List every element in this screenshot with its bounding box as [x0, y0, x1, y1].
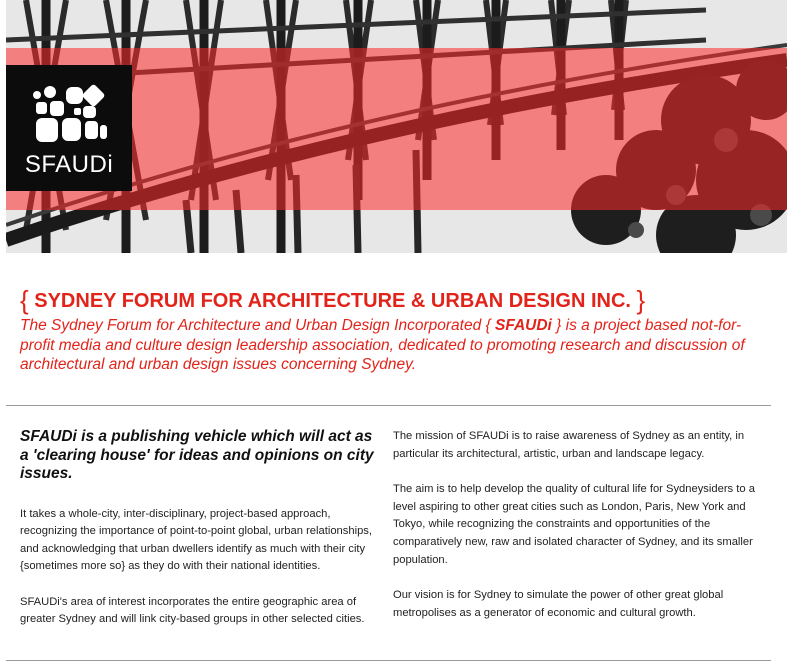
- intro-before: The Sydney Forum for Architecture and Urban Design Incorporated {: [20, 317, 495, 334]
- intro-sfaudi: SFAUDi: [495, 317, 552, 334]
- right-paragraph-aim: The aim is to help develop the quality of cultural life for Sydneysiders to a level aspiring to other great cities such as London, Paris, New York and Tokyo, while recognizing the constraints and opportunities of the comparatively new, raw and isolated character of Sydney, and its smaller population.: [393, 483, 755, 566]
- logo-wordmark: SFAUDi: [24, 151, 114, 178]
- right-paragraph-mission: The mission of SFAUDi is to raise awareness of Sydney as an entity, in particular its architectural, artistic, urban and landscape legacy.: [393, 430, 745, 460]
- right-column: [393, 428, 773, 640]
- sfaudi-logo[interactable]: [6, 65, 132, 191]
- left-lead-heading: SFAUDi is a publishing vehicle which will act as a 'clearing house' for ideas and opinions on city issues.: [20, 428, 374, 482]
- intro-statement: [20, 316, 760, 375]
- page-title: [20, 283, 645, 314]
- top-divider: [6, 405, 771, 406]
- title-open-brace: {: [20, 285, 29, 315]
- title-close-brace: }: [636, 285, 646, 315]
- intro-after: } is a project based not-for-profit media and culture design leadership association, dedicated to promoting research and discussion of architectural and urban design issues concerning Sydney.: [20, 317, 745, 373]
- right-paragraph-vision: Our vision is for Sydney to simulate the power of other great global metropolises as a generator of economic and cultural growth.: [393, 589, 724, 619]
- bottom-divider: [6, 660, 771, 661]
- left-paragraph-approach: It takes a whole-city, inter-disciplinary, project-based approach, recognizing the importance of point-to-point global, urban relationships, and acknowledging that urban dwellers identify as much with their city {sometimes more so} as they do with their national identities.: [20, 507, 372, 573]
- left-paragraph-area: SFAUDi's area of interest incorporates the entire geographic area of greater Sydney and will link city-based groups in other selected cities.: [20, 595, 365, 626]
- title-text: SYDNEY FORUM FOR ARCHITECTURE & URBAN DESIGN INC.: [34, 290, 631, 312]
- left-column: [20, 428, 380, 647]
